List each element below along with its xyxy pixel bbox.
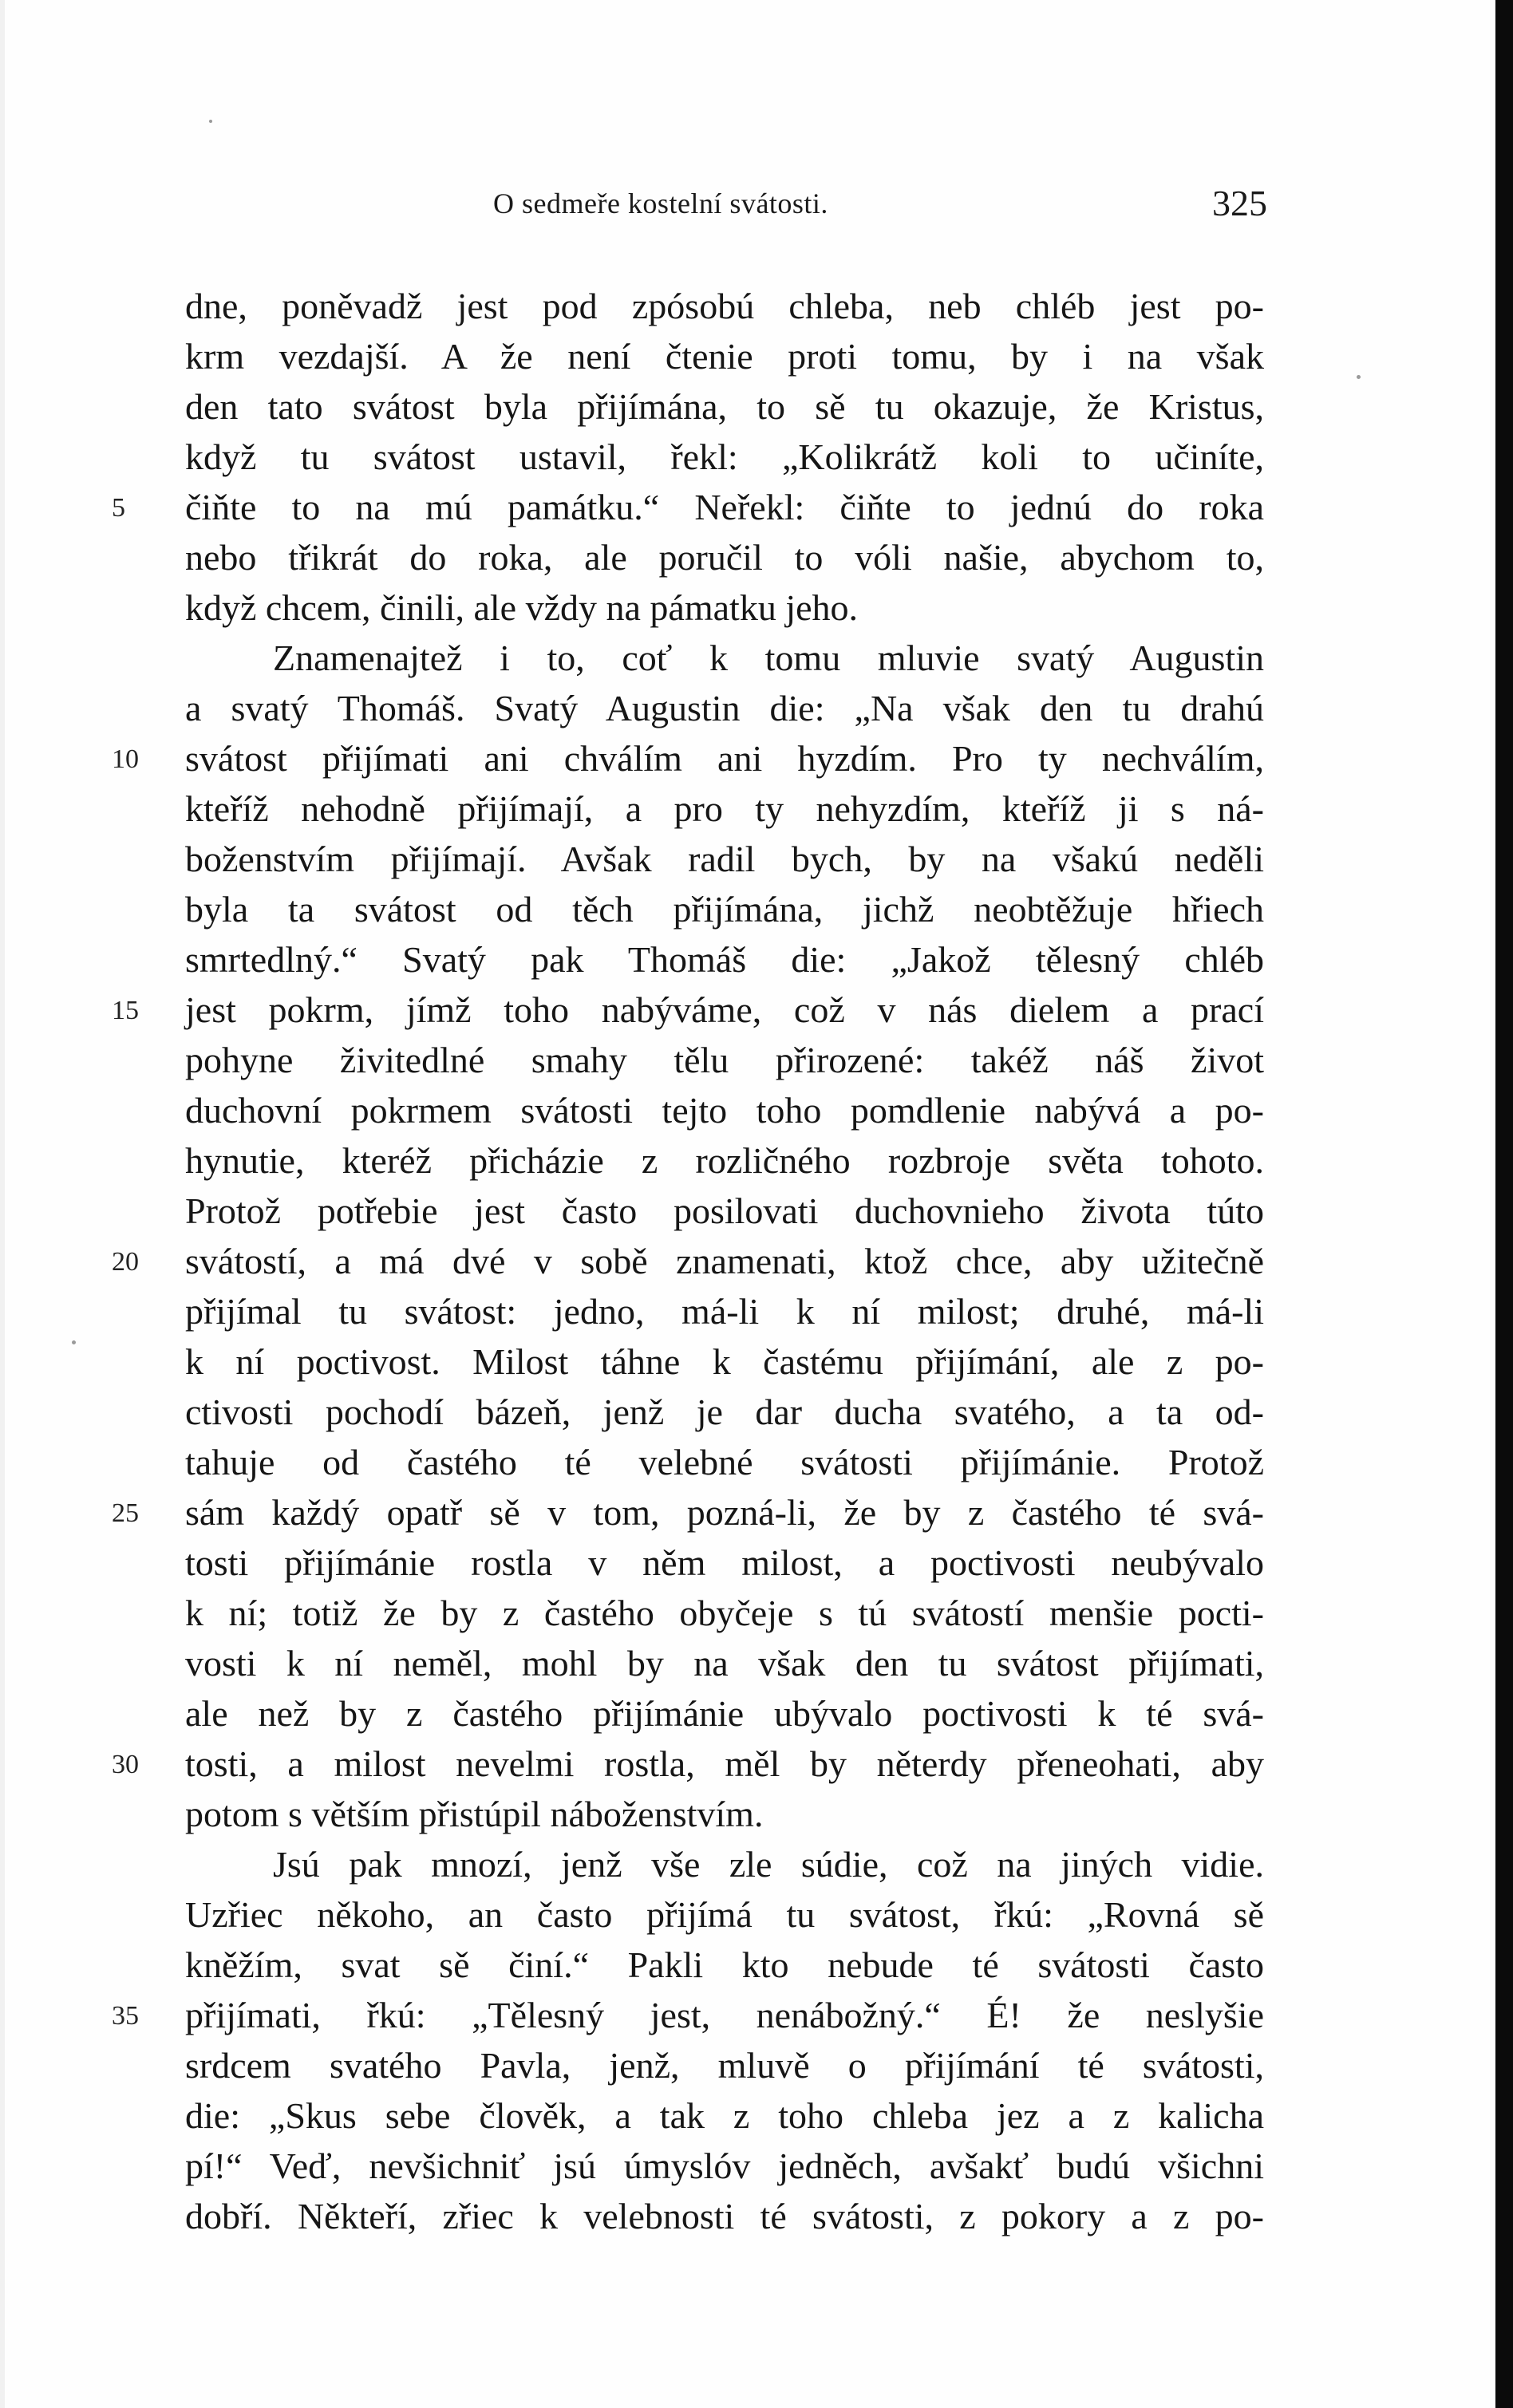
text-line [185, 1839, 1264, 1889]
text-line [185, 1186, 1264, 1236]
line-text: ale než by z častého přijímánie ubývalo poctivosti k té svá- [185, 1693, 1264, 1734]
line-text: potom s větším přistúpil náboženstvím. [185, 1794, 764, 1834]
text-line [185, 432, 1264, 482]
text-line [112, 1990, 1264, 2040]
text-line [185, 834, 1264, 884]
line-text: nebo třikrát do roka, ale poručil to vóli našie, abychom to, [185, 537, 1264, 578]
line-number: 30 [112, 1750, 139, 1779]
scan-border-right [1495, 0, 1513, 2408]
line-text: srdcem svatého Pavla, jenž, mluvě o přijímání té svátosti, [185, 2045, 1264, 2086]
line-text: dobří. Někteří, zřiec k velebnosti té svátosti, z pokory a z po- [185, 2196, 1264, 2236]
text-line [185, 2191, 1264, 2241]
line-text: den tato svátost byla přijímána, to sě tu okazuje, že Kristus, [185, 386, 1264, 427]
line-text: duchovní pokrmem svátosti tejto toho pomdlenie nabývá a po- [185, 1090, 1264, 1131]
line-text: smrtedlný.“ Svatý pak Thomáš die: „Jakož tělesný chléb [185, 939, 1264, 980]
line-text: byla ta svátost od těch přijímána, jichž neobtěžuje hřiech [185, 889, 1264, 930]
text-line [112, 1487, 1264, 1538]
text-line [112, 1739, 1264, 1789]
text-line [185, 1538, 1264, 1588]
line-number: 15 [112, 996, 139, 1025]
text-line [185, 1336, 1264, 1387]
dust-speck [209, 120, 212, 123]
line-text: pohyne živitedlné smahy tělu přirozené: takéž náš život [185, 1040, 1264, 1080]
text-line [185, 281, 1264, 331]
text-line [112, 482, 1264, 532]
line-text: kněžím, svat sě činí.“ Pakli kto nebude té svátosti často [185, 1944, 1264, 1985]
line-text: krm vezdajší. A že není čtenie proti tomu, by i na však [185, 336, 1264, 377]
line-number: 20 [112, 1247, 139, 1277]
line-number: 35 [112, 2001, 139, 2031]
text-line [112, 1236, 1264, 1286]
text-line [112, 733, 1264, 784]
line-text: tosti přijímánie rostla v něm milost, a poctivosti neubývalo [185, 1542, 1264, 1583]
text-line [185, 1085, 1264, 1135]
text-line [185, 2040, 1264, 2090]
line-text: vosti k ní neměl, mohl by na však den tu svátost přijímati, [185, 1643, 1264, 1684]
text-line [185, 1286, 1264, 1336]
line-text: svátostí, a má dvé v sobě znamenati, ktož chce, aby užitečně [185, 1241, 1264, 1281]
text-line [185, 1437, 1264, 1487]
line-text: boženstvím přijímají. Avšak radil bych, by na všakú neděli [185, 839, 1264, 879]
line-text: Jsú pak mnozí, jenž vše zle súdie, což na jiných vidie. [273, 1844, 1264, 1885]
line-text: tosti, a milost nevelmi rostla, měl by něterdy přeneohati, aby [185, 1743, 1264, 1784]
line-text: přijímal tu svátost: jedno, má-li k ní milost; druhé, má-li [185, 1291, 1264, 1332]
page-number: 325 [1212, 183, 1267, 223]
line-text: a svatý Thomáš. Svatý Augustin die: „Na však den tu drahú [185, 688, 1264, 728]
text-line [185, 1387, 1264, 1437]
line-text: svátost přijímati ani chválím ani hyzdím. Pro ty nechválím, [185, 738, 1264, 779]
text-line [185, 784, 1264, 834]
text-line [185, 1588, 1264, 1638]
line-text: kteříž nehodně přijímají, a pro ty nehyzdím, kteříž ji s ná- [185, 788, 1264, 829]
line-text: k ní; totiž že by z častého obyčeje s tú svátostí menšie pocti- [185, 1593, 1264, 1633]
text-line [185, 1889, 1264, 1940]
text-line [185, 1135, 1264, 1186]
line-text: hynutie, kteréž přicházie z rozličného rozbroje světa tohoto. [185, 1140, 1264, 1181]
body-text [112, 281, 1264, 2241]
line-text: Znamenajtež i to, coť k tomu mluvie svatý Augustin [273, 638, 1264, 678]
text-line [185, 1789, 1264, 1839]
text-line [185, 683, 1264, 733]
running-title: O sedmeře kostelní svátosti. [493, 188, 828, 219]
line-number: 10 [112, 744, 139, 774]
text-line [185, 2090, 1264, 2141]
text-line [185, 381, 1264, 432]
line-number: 5 [112, 493, 125, 523]
line-text: přijímati, řkú: „Tělesný jest, nenábožný.“ É! že neslyšie [185, 1995, 1264, 2035]
line-text: sám každý opatř sě v tom, pozná-li, že by z častého té svá- [185, 1492, 1264, 1533]
line-text: pí!“ Veď, nevšichniť jsú úmyslóv jedněch, avšakť budú všichni [185, 2145, 1264, 2186]
line-text: Uzřiec někoho, an často přijímá tu svátost, řkú: „Rovná sě [185, 1894, 1264, 1935]
line-text: tahuje od častého té velebné svátosti přijímánie. Protož [185, 1442, 1264, 1482]
dust-speck [72, 1340, 76, 1344]
line-text: když chcem, činili, ale vždy na pámatku jeho. [185, 587, 859, 628]
running-header [182, 182, 1267, 238]
text-line [185, 1035, 1264, 1085]
line-text: k ní poctivost. Milost táhne k častému přijímání, ale z po- [185, 1341, 1264, 1382]
text-line [185, 582, 1264, 633]
line-text: die: „Skus sebe člověk, a tak z toho chleba jez a z kalicha [185, 2095, 1264, 2136]
text-line [185, 331, 1264, 381]
line-text: ctivosti pochodí bázeň, jenž je dar ducha svatého, a ta od- [185, 1392, 1264, 1432]
text-line [185, 1638, 1264, 1688]
line-text: čiňte to na mú památku.“ Neřekl: čiňte to jednú do roka [185, 487, 1264, 527]
text-line [185, 884, 1264, 934]
line-text: Protož potřebie jest často posilovati duchovnieho života túto [185, 1190, 1264, 1231]
line-text: dne, poněvadž jest pod zpósobú chleba, neb chléb jest po- [185, 286, 1264, 326]
text-line [185, 2141, 1264, 2191]
text-line [185, 532, 1264, 582]
line-number: 25 [112, 1498, 139, 1528]
text-line [185, 1940, 1264, 1990]
text-line [185, 633, 1264, 683]
text-line [185, 1688, 1264, 1739]
page-left-edge [0, 0, 5, 2408]
text-line [185, 934, 1264, 985]
line-text: když tu svátost ustavil, řekl: „Kolikrátž koli to učiníte, [185, 436, 1264, 477]
text-line [112, 985, 1264, 1035]
line-text: jest pokrm, jímž toho nabýváme, což v nás dielem a prací [185, 989, 1264, 1030]
dust-speck [1357, 375, 1361, 379]
